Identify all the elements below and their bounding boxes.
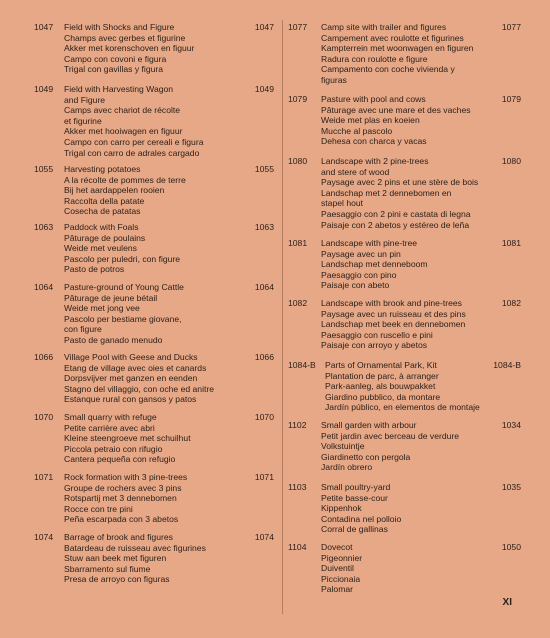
entry-translation: Akker met hooiwagen en figuur — [64, 126, 183, 137]
item-number: 1055 — [34, 164, 54, 174]
item-reference-number: 1047 — [254, 22, 274, 32]
item-number: 1071 — [34, 472, 54, 482]
item-reference-number: 1079 — [501, 94, 521, 104]
item-reference-number: 1081 — [501, 238, 521, 248]
entry-title: Pasture with pool and cows — [321, 94, 426, 104]
entry-translation: Akker met korenschoven en figuur — [64, 43, 195, 54]
entry-translation: Bij het aardappelen rooien — [64, 185, 165, 196]
entry-translation: Campamento con coche vivienda y — [321, 64, 455, 75]
entry-translation: Weide met plas en koeien — [321, 115, 420, 126]
entry-text — [321, 238, 521, 291]
item-reference-number: 1070 — [254, 412, 274, 422]
catalog-entry — [288, 94, 521, 147]
entry-title: Landscape with pine-tree — [321, 238, 418, 248]
entry-translation: Paesaggio con 2 pini e castata di legna — [321, 208, 471, 219]
entry-translation: Paysage avec 2 pins et une stère de bois — [321, 177, 479, 188]
entry-title: Field with Shocks and Figure — [64, 22, 175, 32]
entry-translation: Paesaggio con ruscello e pini — [321, 329, 433, 340]
entry-translation: Weide met veulens — [64, 243, 137, 254]
entry-translation: Contadina nel polloio — [321, 513, 402, 524]
entry-translation: Giardinetto con pergola — [321, 451, 411, 462]
entry-translation: Mucche al pascolo — [321, 125, 393, 136]
catalog-entry — [34, 222, 274, 275]
item-reference-number: 1050 — [501, 542, 521, 552]
entry-text — [64, 222, 274, 275]
entry-text — [321, 94, 521, 147]
item-reference-number: 1077 — [501, 22, 521, 32]
entry-title: Small poultry-yard — [321, 482, 391, 492]
catalog-entry — [34, 352, 274, 405]
catalog-entry — [34, 22, 274, 75]
entry-translation: Plantation de parc, à arranger — [325, 370, 439, 381]
item-reference-number: 1080 — [501, 156, 521, 166]
entry-translation: Giardino pubblico, da montare — [325, 391, 441, 402]
item-number: 1064 — [34, 282, 54, 292]
entry-translation: Paysage avec un pin — [321, 248, 401, 259]
item-number: 1103 — [288, 482, 307, 492]
entry-translation: Raccolta della patate — [64, 195, 145, 206]
catalog-entry — [34, 84, 274, 158]
entry-text — [321, 482, 521, 535]
entry-translation: Camps avec chariot de récolte — [64, 105, 181, 116]
entry-translation: Landschap met beek en dennebomen — [321, 319, 466, 330]
entry-title: Small quarry with refuge — [64, 412, 157, 422]
catalog-entry — [288, 360, 521, 413]
item-reference-number: 1082 — [501, 298, 521, 308]
entry-text — [64, 84, 274, 158]
entry-text — [325, 360, 521, 413]
entry-title: Landscape with 2 pine-trees — [321, 156, 429, 166]
entry-translation: Pasto de ganado menudo — [64, 334, 163, 345]
item-number: 1049 — [34, 84, 54, 94]
entry-translation: Duiventil — [321, 563, 354, 574]
entry-translation: Campement avec roulotte et figurines — [321, 32, 464, 43]
entry-translation: figuras — [321, 74, 347, 85]
entry-translation: Paisaje con arroyo y abetos — [321, 340, 428, 351]
entry-translation: Cosecha de patatas — [64, 206, 141, 217]
entry-title: Village Pool with Geese and Ducks — [64, 352, 198, 362]
entry-translation: A la récolte de pommes de terre — [64, 174, 186, 185]
catalog-entry — [34, 472, 274, 525]
entry-translation: Jardín obrero — [321, 462, 373, 473]
entry-text — [321, 420, 521, 473]
entry-translation: Rotspartij met 3 dennebomen — [64, 493, 177, 504]
item-reference-number: 1074 — [254, 532, 274, 542]
entry-title: Pasture-ground of Young Cattle — [64, 282, 184, 292]
entry-translation: and stere of wood — [321, 166, 390, 177]
entry-translation: Peña escarpada con 3 abetos — [64, 514, 179, 525]
item-number: 1074 — [34, 532, 54, 542]
entry-translation: Etang de village avec oies et canards — [64, 362, 207, 373]
entry-title: Barrage of brook and figures — [64, 532, 173, 542]
column-divider — [282, 20, 283, 614]
entry-translation: Sbarramento sul fiume — [64, 563, 151, 574]
entry-translation: Rocce con tre pini — [64, 503, 133, 514]
item-number: 1047 — [34, 22, 54, 32]
entry-translation: Corral de gallinas — [321, 524, 388, 535]
catalog-entry — [288, 542, 521, 595]
entry-translation: Pasto de potros — [64, 264, 125, 275]
entry-translation: Jardín público, en elementos de montaje — [325, 402, 480, 413]
entry-translation: Presa de arroyo con figuras — [64, 574, 170, 585]
entry-translation: Park-aanleg, als bouwpakket — [325, 381, 436, 392]
item-number: 1084-B — [288, 360, 316, 370]
entry-translation: Kippenhok — [321, 503, 362, 514]
page-number: XI — [502, 597, 512, 608]
catalog-entry — [288, 22, 521, 86]
entry-translation: Petite carrière avec abri — [64, 422, 155, 433]
item-reference-number: 1084-B — [493, 360, 521, 370]
item-number: 1063 — [34, 222, 54, 232]
entry-text — [64, 22, 274, 75]
entry-translation: Dehesa con charca y vacas — [321, 136, 427, 147]
entry-translation: Radura con roulotte e figure — [321, 53, 428, 64]
entry-translation: Dorpsvijver met ganzen en eenden — [64, 373, 198, 384]
item-number: 1102 — [288, 420, 307, 430]
entry-translation: Pigeonnier — [321, 552, 363, 563]
item-reference-number: 1049 — [254, 84, 274, 94]
item-number: 1080 — [288, 156, 308, 166]
entry-translation: Estanque rural con gansos y patos — [64, 394, 197, 405]
entry-text — [321, 156, 521, 230]
catalog-entry — [34, 164, 274, 217]
entry-title: Parts of Ornamental Park, Kit — [325, 360, 437, 370]
item-reference-number: 1066 — [254, 352, 274, 362]
entry-text — [321, 22, 521, 86]
entry-translation: Pascolo per puledri, con figure — [64, 253, 181, 264]
entry-translation: Kampterrein met woonwagen en figuren — [321, 43, 474, 54]
entry-translation: Pâturage de poulains — [64, 232, 146, 243]
item-number: 1082 — [288, 298, 308, 308]
item-reference-number: 1071 — [254, 472, 274, 482]
entry-translation: Landschap met 2 dennebomen en — [321, 187, 452, 198]
entry-translation: Paisaje con abeto — [321, 280, 390, 291]
entry-title: Harvesting potatoes — [64, 164, 141, 174]
entry-text — [321, 542, 521, 595]
entry-translation: Paisaje con 2 abetos y estéreo de leña — [321, 219, 470, 230]
catalog-entry — [34, 282, 274, 346]
entry-title: Paddock with Foals — [64, 222, 139, 232]
item-number: 1066 — [34, 352, 54, 362]
item-reference-number: 1064 — [254, 282, 274, 292]
entry-translation: Petit jardin avec berceau de verdure — [321, 430, 460, 441]
catalog-entry — [288, 420, 521, 473]
entry-translation: and Figure — [64, 94, 106, 105]
item-number: 1079 — [288, 94, 308, 104]
catalog-entry — [288, 298, 521, 351]
entry-text — [64, 352, 274, 405]
entry-translation: Campo con carro per cereali e figura — [64, 136, 204, 147]
entry-translation: Stagno del villaggio, con oche ed anitre — [64, 383, 215, 394]
item-number: 1077 — [288, 22, 308, 32]
entry-translation: Petite basse-cour — [321, 492, 388, 503]
entry-title: Small garden with arbour — [321, 420, 417, 430]
entry-translation: Champs avec gerbes et figurine — [64, 32, 186, 43]
entry-translation: Batardeau de ruisseau avec figurines — [64, 542, 206, 553]
entry-text — [64, 412, 274, 465]
item-number: 1070 — [34, 412, 54, 422]
entry-text — [64, 282, 274, 346]
catalog-entry — [288, 482, 521, 535]
entry-translation: Kleine steengroeve met schuilhut — [64, 433, 191, 444]
item-number: 1104 — [288, 542, 307, 552]
entry-translation: stapel hout — [321, 198, 364, 209]
catalog-entry — [288, 238, 521, 291]
entry-title: Landscape with brook and pine-trees — [321, 298, 462, 308]
item-number: 1081 — [288, 238, 308, 248]
entry-translation: Landschap met denneboom — [321, 259, 428, 270]
entry-translation: Cantera pequeña con refugio — [64, 454, 176, 465]
item-reference-number: 1063 — [254, 222, 274, 232]
entry-translation: Piccola petraio con rifugio — [64, 443, 163, 454]
entry-title: Camp site with trailer and figures — [321, 22, 447, 32]
entry-translation: Paesaggio con pino — [321, 269, 397, 280]
item-reference-number: 1055 — [254, 164, 274, 174]
catalog-entry — [34, 532, 274, 585]
entry-translation: Campo con covoni e figura — [64, 53, 167, 64]
entry-translation: Paysage avec un ruisseau et des pins — [321, 308, 466, 319]
item-reference-number: 1035 — [501, 482, 521, 492]
entry-translation: con figure — [64, 324, 102, 335]
entry-translation: Trigal con gavillas y figura — [64, 64, 164, 75]
catalog-entry — [288, 156, 521, 230]
entry-translation: Pâturage de jeune bétail — [64, 292, 158, 303]
item-reference-number: 1034 — [501, 420, 521, 430]
entry-translation: et figurine — [64, 115, 102, 126]
entry-title: Field with Harvesting Wagon — [64, 84, 174, 94]
entry-translation: Pascolo per bestiame giovane, — [64, 313, 182, 324]
entry-text — [321, 298, 521, 351]
entry-text — [64, 532, 274, 585]
entry-translation: Piccionaia — [321, 573, 361, 584]
catalog-entry — [34, 412, 274, 465]
entry-title: Rock formation with 3 pine-trees — [64, 472, 188, 482]
entry-translation: Trigal con carro de adrales cargado — [64, 147, 200, 158]
entry-translation: Pâturage avec une mare et des vaches — [321, 104, 471, 115]
entry-text — [64, 164, 274, 217]
entry-translation: Palomar — [321, 584, 353, 595]
entry-translation: Stuw aan beek met figuren — [64, 553, 167, 564]
entry-translation: Groupe de rochers avec 3 pins — [64, 482, 182, 493]
entry-title: Dovecot — [321, 542, 353, 552]
entry-translation: Volkstuintje — [321, 441, 365, 452]
entry-translation: Weide met jong vee — [64, 303, 140, 314]
entry-text — [64, 472, 274, 525]
